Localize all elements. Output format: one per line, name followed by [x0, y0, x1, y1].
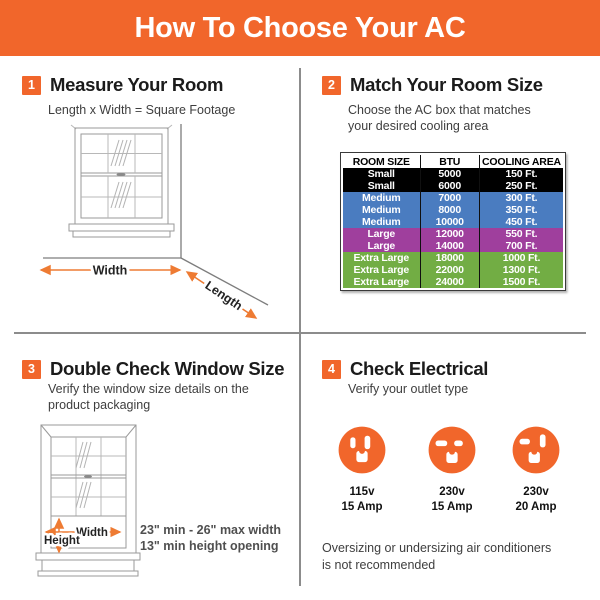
outlet-115v-15amp-icon	[336, 424, 388, 476]
step4-header	[322, 358, 488, 380]
vertical-divider	[299, 68, 301, 586]
room-measure-illustration	[15, 118, 295, 330]
step3-title: Double Check Window Size	[50, 358, 285, 379]
table-row: Large 12000 550 Ft.	[343, 228, 563, 240]
step4-number-badge: 4	[322, 360, 341, 379]
sash-lock	[84, 475, 92, 478]
window-width-label: Width	[76, 527, 108, 539]
table-row: Large 14000 700 Ft.	[343, 240, 563, 252]
sizing-warning-note: Oversizing or undersizing air conditioners is not recommended	[322, 541, 552, 572]
btu-sizing-table	[340, 152, 566, 291]
step3-header	[22, 358, 284, 380]
width-arrow	[41, 264, 180, 278]
outlet-230v-20amp-icon	[510, 424, 562, 476]
outlet-230v-15amp	[416, 424, 488, 515]
window-height-label: Height	[44, 535, 80, 547]
table-header-row	[343, 155, 563, 168]
page-title: How To Choose Your AC	[134, 11, 466, 44]
step3-subtitle: Verify the window size details on the product packaging	[48, 382, 249, 412]
table-row: Medium 10000 450 Ft.	[343, 216, 563, 228]
sash-lock	[117, 173, 126, 176]
step2-title: Match Your Room Size	[350, 74, 543, 95]
width-label: Width	[92, 263, 128, 278]
room-corner-lines	[43, 124, 268, 305]
outlet-amps: 15 Amp	[431, 501, 473, 513]
window-size-note: 23" min - 26" max width 13" min height opening	[140, 523, 282, 553]
outlet-230v-20amp	[500, 424, 572, 515]
col-header-room-size: ROOM SIZE	[343, 155, 420, 168]
step1-header	[22, 74, 223, 96]
outlet-voltage: 230v	[439, 486, 465, 498]
step1-subtitle: Length x Width = Square Footage	[48, 103, 236, 117]
outlet-115v-15amp	[326, 424, 398, 515]
window-illustration	[36, 425, 140, 576]
table-row: Small 6000 250 Ft.	[343, 180, 563, 192]
window-illustration	[69, 125, 174, 237]
outlet-230v-15amp-icon	[426, 424, 478, 476]
table-row: Small 5000 150 Ft.	[343, 168, 563, 180]
length-arrow	[187, 272, 256, 318]
step4-subtitle: Verify your outlet type	[348, 382, 469, 396]
step1-number-badge: 1	[22, 76, 41, 95]
table-row: Extra Large 22000 1300 Ft.	[343, 264, 563, 276]
outlet-amps: 20 Amp	[515, 501, 557, 513]
step2-subtitle: Choose the AC box that matches your desired cooling area	[348, 103, 531, 133]
col-header-btu: BTU	[420, 155, 479, 168]
table-row: Extra Large 24000 1500 Ft.	[343, 276, 563, 288]
step2-header	[322, 74, 543, 96]
table-row: Medium 7000 300 Ft.	[343, 192, 563, 204]
step3-number-badge: 3	[22, 360, 41, 379]
step4-title: Check Electrical	[350, 358, 489, 379]
window-size-illustration	[30, 420, 150, 590]
outlet-amps: 15 Amp	[341, 501, 383, 513]
length-label: Length	[202, 278, 245, 314]
table-row: Medium 8000 350 Ft.	[343, 204, 563, 216]
step1-title: Measure Your Room	[50, 74, 224, 95]
outlet-voltage: 230v	[523, 486, 549, 498]
outlet-voltage: 115v	[349, 486, 375, 498]
table-row: Extra Large 18000 1000 Ft.	[343, 252, 563, 264]
step2-number-badge: 2	[322, 76, 341, 95]
col-header-cooling-area: COOLING AREA	[479, 155, 563, 168]
header-banner	[0, 0, 600, 56]
